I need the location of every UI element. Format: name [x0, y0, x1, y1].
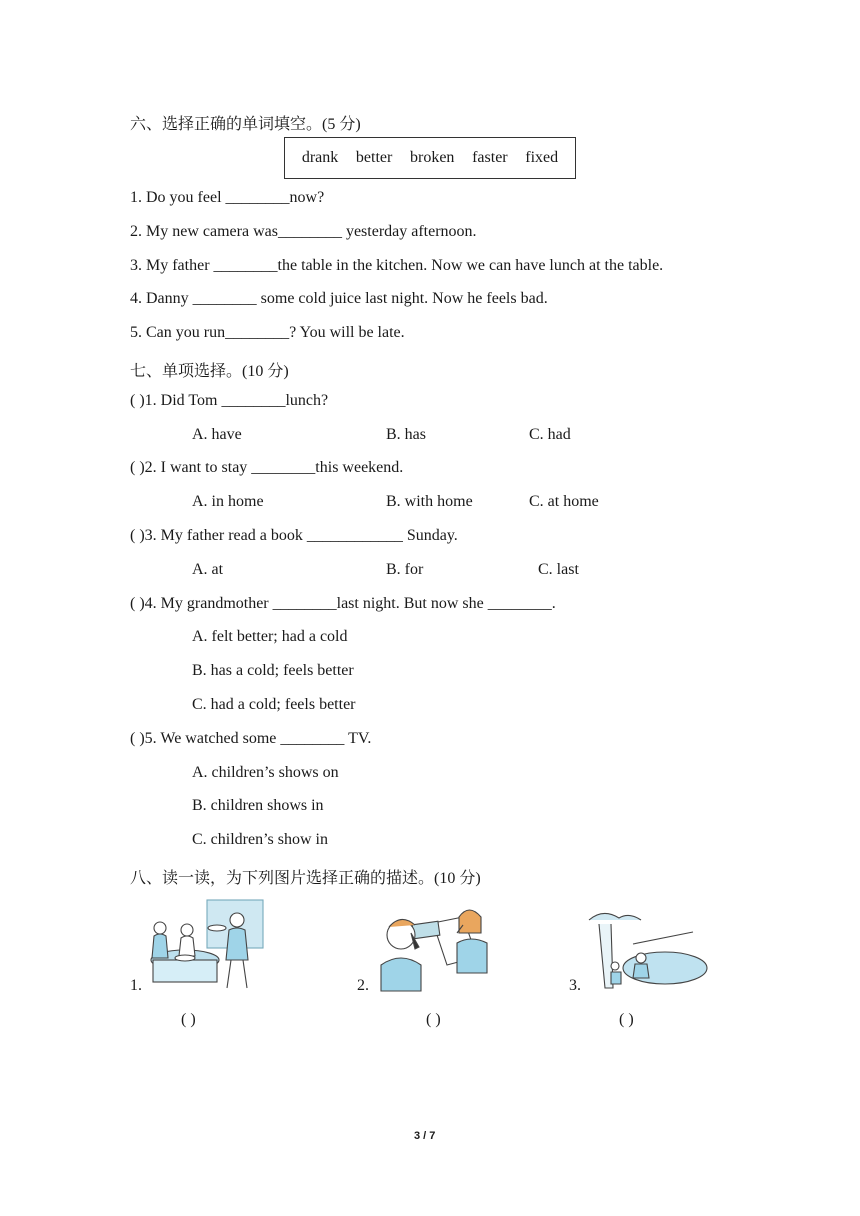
fill-question-3: 3. My father ________the table in the kitchen. Now we can have lunch at the table. [130, 257, 664, 274]
mc-question-5-option-c: C. children’s show in [192, 831, 328, 848]
picture-item-3-answer: ( ) [619, 1011, 634, 1028]
fishing-scene-icon [587, 910, 709, 992]
restaurant-scene-icon [145, 898, 265, 993]
mc-question-1-option-a: A. have [192, 426, 242, 443]
fill-question-4: 4. Danny ________ some cold juice last night. Now he feels bad. [130, 290, 548, 307]
mc-question-2-option-b: B. with home [386, 493, 473, 510]
section8-heading: 八、读一读，为下列图片选择正确的描述。(10 分) [130, 870, 481, 887]
mc-question-4-option-a: A. felt better; had a cold [192, 628, 348, 645]
word-bank-item: faster [472, 149, 508, 166]
mc-question-5-option-a: A. children’s shows on [192, 764, 339, 781]
mc-question-1-stem: ( )1. Did Tom ________lunch? [130, 392, 329, 409]
mc-question-2-stem: ( )2. I want to stay ________this weekend. [130, 459, 404, 476]
mc-question-1-option-b: B. has [386, 426, 426, 443]
fill-question-2: 2. My new camera was________ yesterday afternoon. [130, 223, 477, 240]
fill-question-1: 1. Do you feel ________now? [130, 189, 325, 206]
mc-question-4-option-c: C. had a cold; feels better [192, 696, 356, 713]
section7-heading: 七、单项选择。(10 分) [130, 363, 289, 380]
mc-question-3-option-b: B. for [386, 561, 424, 578]
mc-question-1-option-c: C. had [529, 426, 571, 443]
picture-item-1-answer: ( ) [181, 1011, 196, 1028]
word-bank-item: fixed [525, 149, 559, 166]
word-bank-item: better [355, 149, 393, 166]
picture-item-2-answer: ( ) [426, 1011, 441, 1028]
phone-call-scene-icon [373, 903, 495, 993]
fill-question-5: 5. Can you run________? You will be late. [130, 324, 405, 341]
mc-question-3-stem: ( )3. My father read a book ____________ Sunday. [130, 527, 458, 544]
mc-question-2-option-a: A. in home [192, 493, 264, 510]
picture-item-3-number: 3. [569, 977, 581, 994]
mc-question-3-option-c: C. last [538, 561, 579, 578]
word-bank-item: broken [410, 149, 455, 166]
mc-question-2-option-c: C. at home [529, 493, 599, 510]
mc-question-3-option-a: A. at [192, 561, 224, 578]
page-number: 3 / 7 [414, 1130, 436, 1142]
mc-question-4-option-b: B. has a cold; feels better [192, 662, 354, 679]
section6-heading: 六、选择正确的单词填空。(5 分) [130, 116, 361, 133]
picture-item-2-number: 2. [357, 977, 369, 994]
mc-question-4-stem: ( )4. My grandmother ________last night. But now she ________. [130, 595, 556, 612]
word-bank-item: drank [301, 149, 339, 166]
mc-question-5-option-b: B. children shows in [192, 797, 324, 814]
mc-question-5-stem: ( )5. We watched some ________ TV. [130, 730, 372, 747]
picture-item-1-number: 1. [130, 977, 142, 994]
word-bank-box [284, 137, 576, 179]
